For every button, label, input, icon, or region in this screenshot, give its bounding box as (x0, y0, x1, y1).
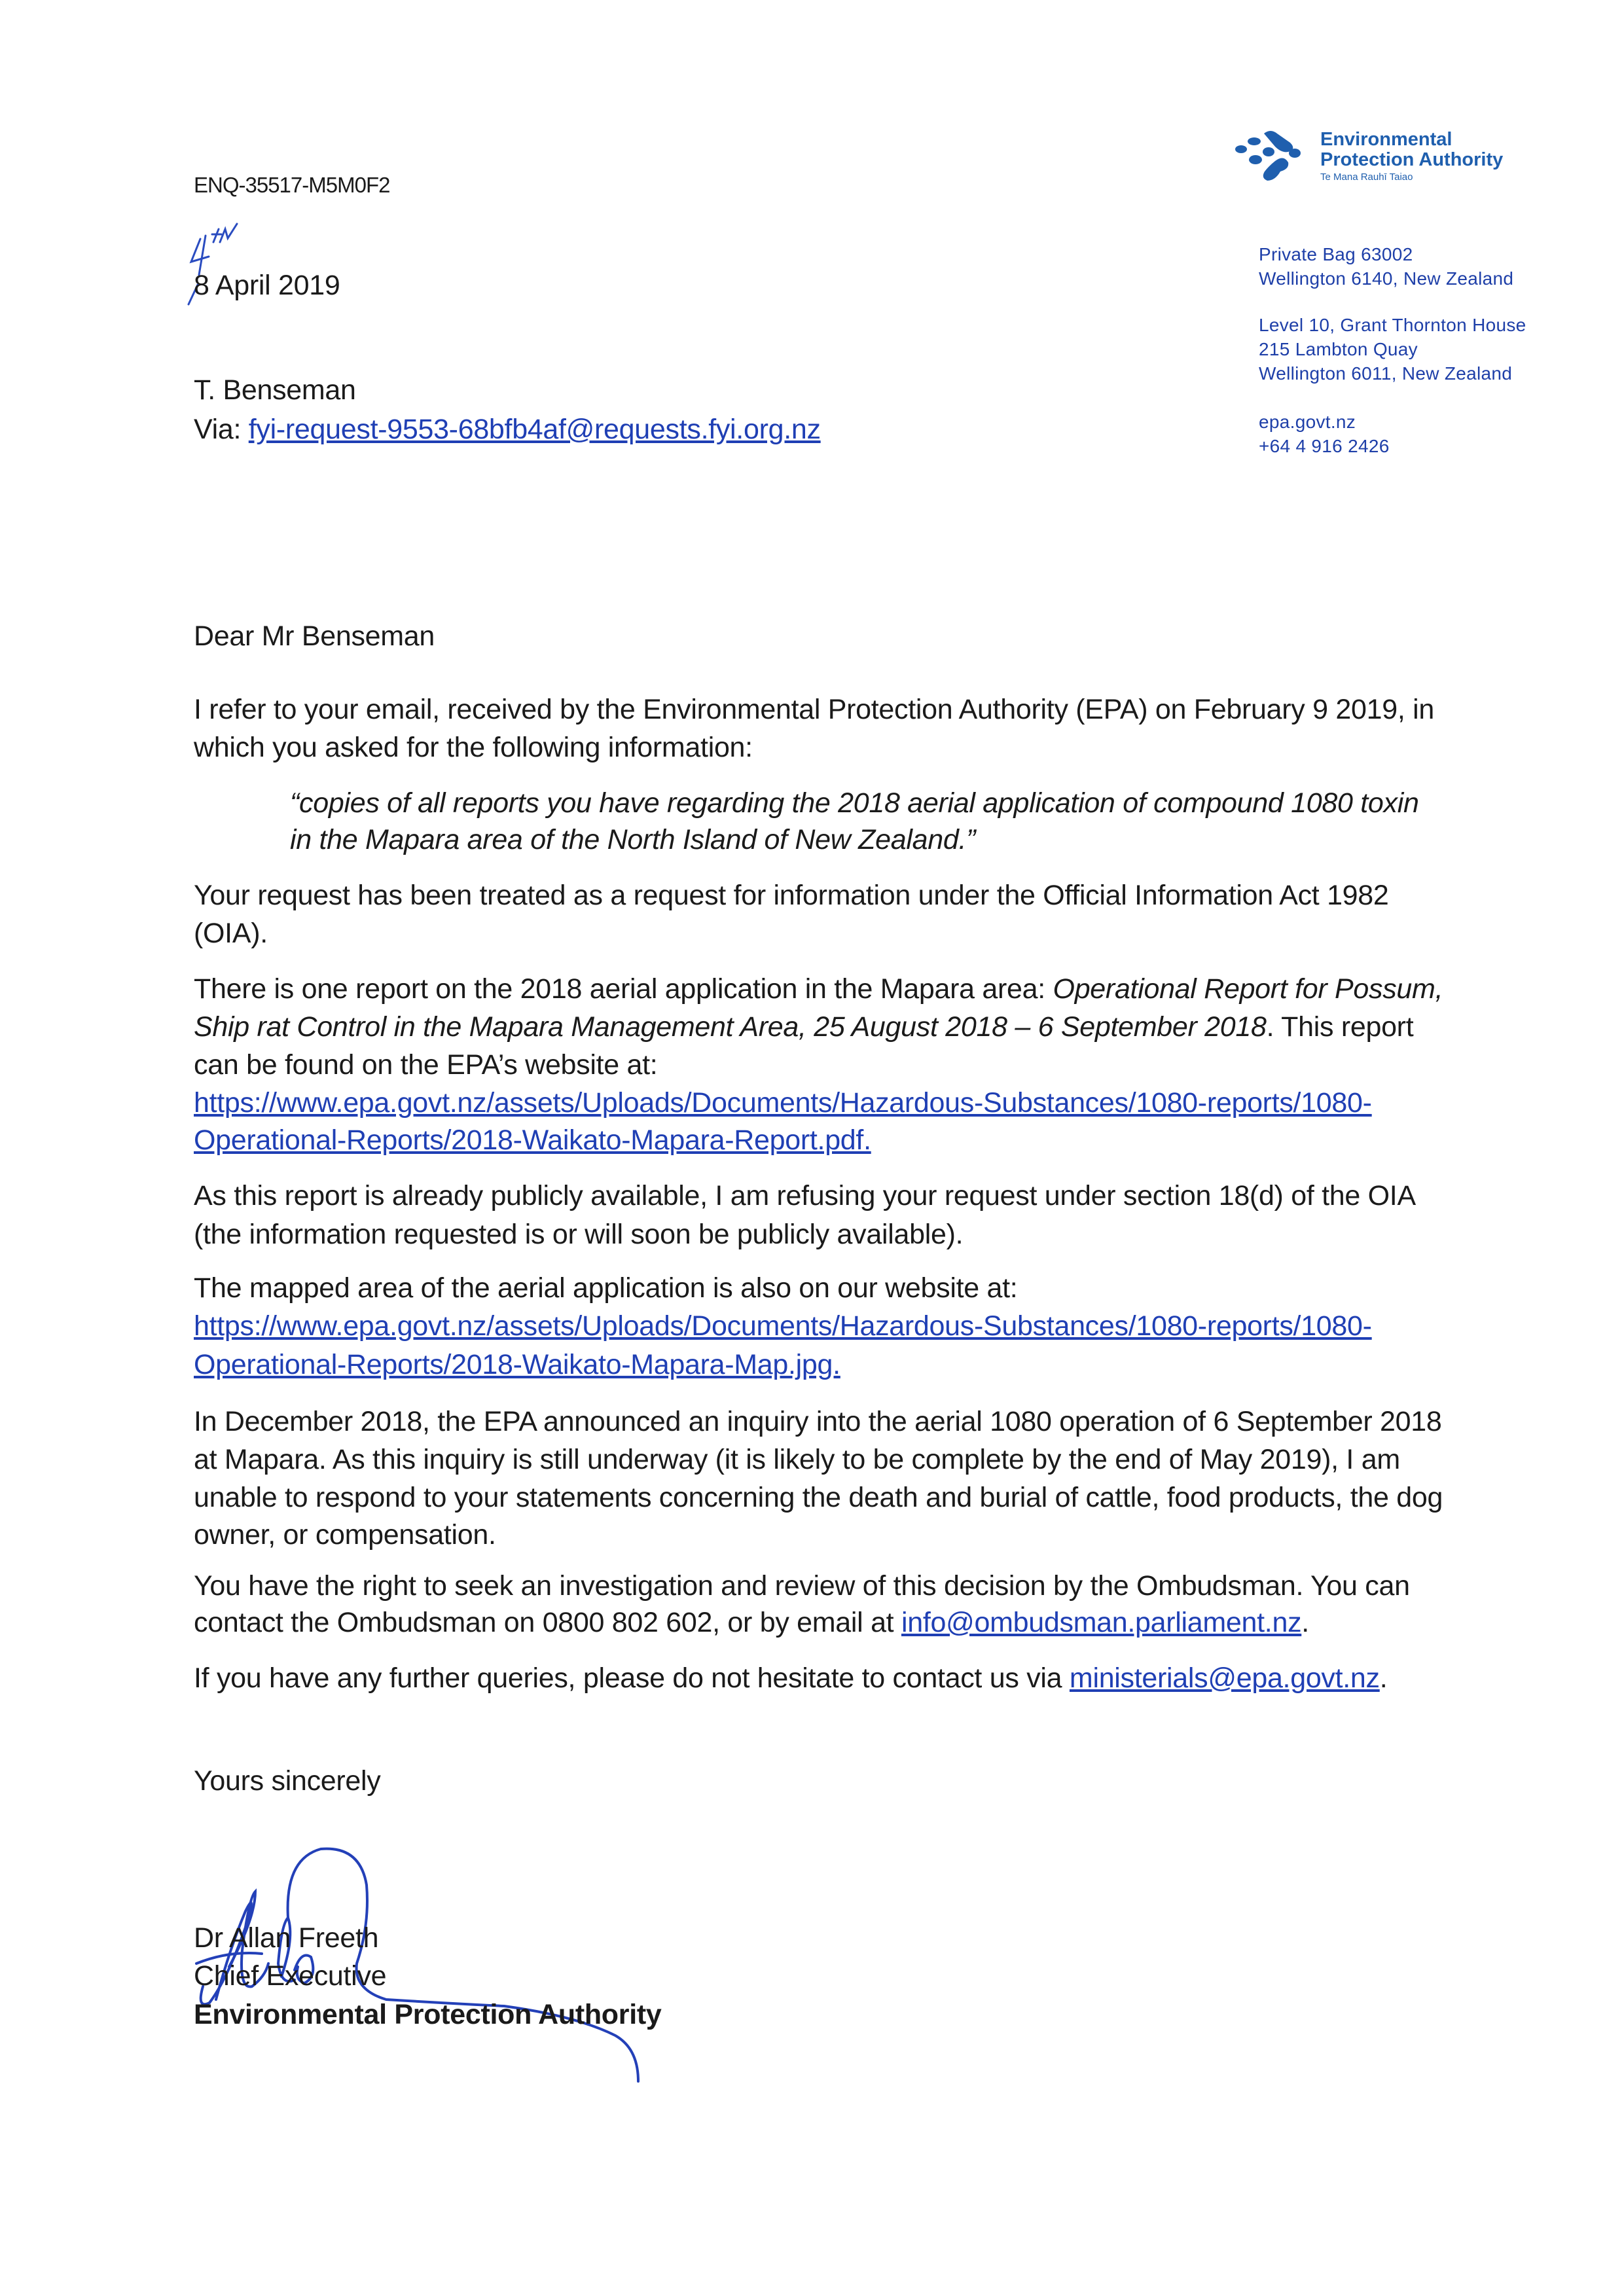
paragraph-line (194, 1177, 1416, 1215)
paragraph-line (194, 1346, 840, 1384)
closing: Yours sincerely (194, 1765, 381, 1797)
text-segment: (the information requested is or will soon be publicly available). (194, 1219, 964, 1250)
paragraph-line (194, 728, 753, 766)
paragraph-line (194, 691, 1434, 728)
text-segment: Ship rat Control in the Mapara Management Area, 25 August 2018 – 6 September 2018 (194, 1011, 1267, 1043)
paragraph-line (290, 821, 975, 859)
text-segment: . (1379, 1662, 1388, 1694)
paragraph-line (194, 1084, 1372, 1122)
text-segment: I refer to your email, received by the Environmental Protection Authority (EPA) on February 9 2019, in (194, 694, 1434, 725)
paragraph-line (194, 1307, 1372, 1345)
epa-logo-icon (1235, 128, 1313, 187)
salutation: Dear Mr Benseman (194, 620, 435, 652)
paragraph-line (194, 914, 268, 952)
text-segment: The mapped area of the aerial application is also on our website at: (194, 1272, 1018, 1304)
hyperlink[interactable]: https://www.epa.govt.nz/assets/Uploads/Documents/Hazardous-Substances/1080-reports/1080- (194, 1310, 1372, 1342)
text-segment: can be found on the EPA’s website at: (194, 1049, 658, 1081)
street-address: Level 10, Grant Thornton House 215 Lambton Quay Wellington 6011, New Zealand (1259, 315, 1526, 384)
recipient-name: T. Benseman (194, 374, 356, 406)
recipient-via (194, 414, 821, 446)
paragraph-line (194, 1659, 1387, 1697)
paragraph-line (194, 970, 1443, 1008)
via-label: Via: (194, 414, 249, 445)
text-segment: “copies of all reports you have regarding the 2018 aerial application of compound 1080 toxin (290, 787, 1419, 819)
paragraph-line (194, 1403, 1441, 1441)
hyperlink[interactable]: ministerials@epa.govt.nz (1069, 1662, 1380, 1694)
recipient-email-link[interactable]: fyi-request-9553-68bfb4af@requests.fyi.org.nz (248, 414, 821, 445)
text-segment: . This report (1266, 1011, 1414, 1043)
postal-address: Private Bag 63002 Wellington 6140, New Zealand (1259, 244, 1514, 289)
text-segment: Operational Report for Possum, (1053, 973, 1443, 1005)
text-segment: In December 2018, the EPA announced an inquiry into the aerial 1080 operation of 6 September 2018 (194, 1406, 1442, 1437)
paragraph-line (194, 1441, 1400, 1479)
paragraph-line (194, 1604, 1309, 1641)
text-segment: (OIA). (194, 918, 268, 949)
paragraph-line (194, 1479, 1443, 1516)
text-segment: Your request has been treated as a request for information under the Official Information Act 1982 (194, 880, 1389, 911)
text-segment: in the Mapara area of the North Island of New Zealand.” (290, 824, 976, 855)
paragraph-line (194, 1121, 871, 1159)
text-segment: If you have any further queries, please do not hesitate to contact us via (194, 1662, 1070, 1694)
hyperlink[interactable]: Operational-Reports/2018-Waikato-Mapara-Report.pdf. (194, 1124, 871, 1156)
letter-date: 8 April 2019 (194, 270, 340, 301)
reference-number: ENQ-35517-M5M0F2 (194, 173, 390, 197)
paragraph-line (194, 1269, 1017, 1307)
logo-title: Environmental Protection Authority (1320, 129, 1504, 170)
text-segment: As this report is already publicly available, I am refusing your request under section 18(d) of the OIA (194, 1180, 1416, 1211)
hyperlink[interactable]: Operational-Reports/2018-Waikato-Mapara-Map.jpg. (194, 1349, 840, 1380)
text-segment: You have the right to seek an investigation and review of this decision by the Ombudsman. You can (194, 1570, 1410, 1602)
text-segment: at Mapara. As this inquiry is still underway (it is likely to be complete by the end of May 2019), I am (194, 1444, 1400, 1475)
text-segment: which you asked for the following information: (194, 732, 753, 763)
phone-number: +64 4 916 2426 (1259, 436, 1390, 456)
paragraph-line (194, 1516, 496, 1554)
logo-subtitle: Te Mana Rauhī Taiao (1320, 171, 1413, 183)
text-segment: There is one report on the 2018 aerial application in the Mapara area: (194, 973, 1053, 1005)
signatory-organisation: Environmental Protection Authority (194, 1999, 662, 2030)
website-link[interactable]: epa.govt.nz (1259, 412, 1356, 432)
paragraph-line (194, 876, 1389, 914)
hyperlink[interactable]: https://www.epa.govt.nz/assets/Uploads/Documents/Hazardous-Substances/1080-reports/1080- (194, 1087, 1372, 1119)
text-segment: unable to respond to your statements concerning the death and burial of cattle, food products, the dog (194, 1482, 1443, 1513)
signatory-title: Chief Executive (194, 1960, 387, 1992)
hyperlink[interactable]: info@ombudsman.parliament.nz (901, 1607, 1302, 1638)
text-segment: . (1301, 1607, 1309, 1638)
text-segment: owner, or compensation. (194, 1519, 496, 1551)
paragraph-line (194, 1008, 1413, 1046)
contact-info (1259, 410, 1390, 458)
paragraph-line (194, 1046, 657, 1084)
text-segment: contact the Ombudsman on 0800 802 602, or by email at (194, 1607, 901, 1638)
paragraph-line (194, 1215, 963, 1253)
paragraph-line (290, 784, 1419, 822)
signatory-name: Dr Allan Freeth (194, 1922, 379, 1954)
paragraph-line (194, 1567, 1410, 1605)
